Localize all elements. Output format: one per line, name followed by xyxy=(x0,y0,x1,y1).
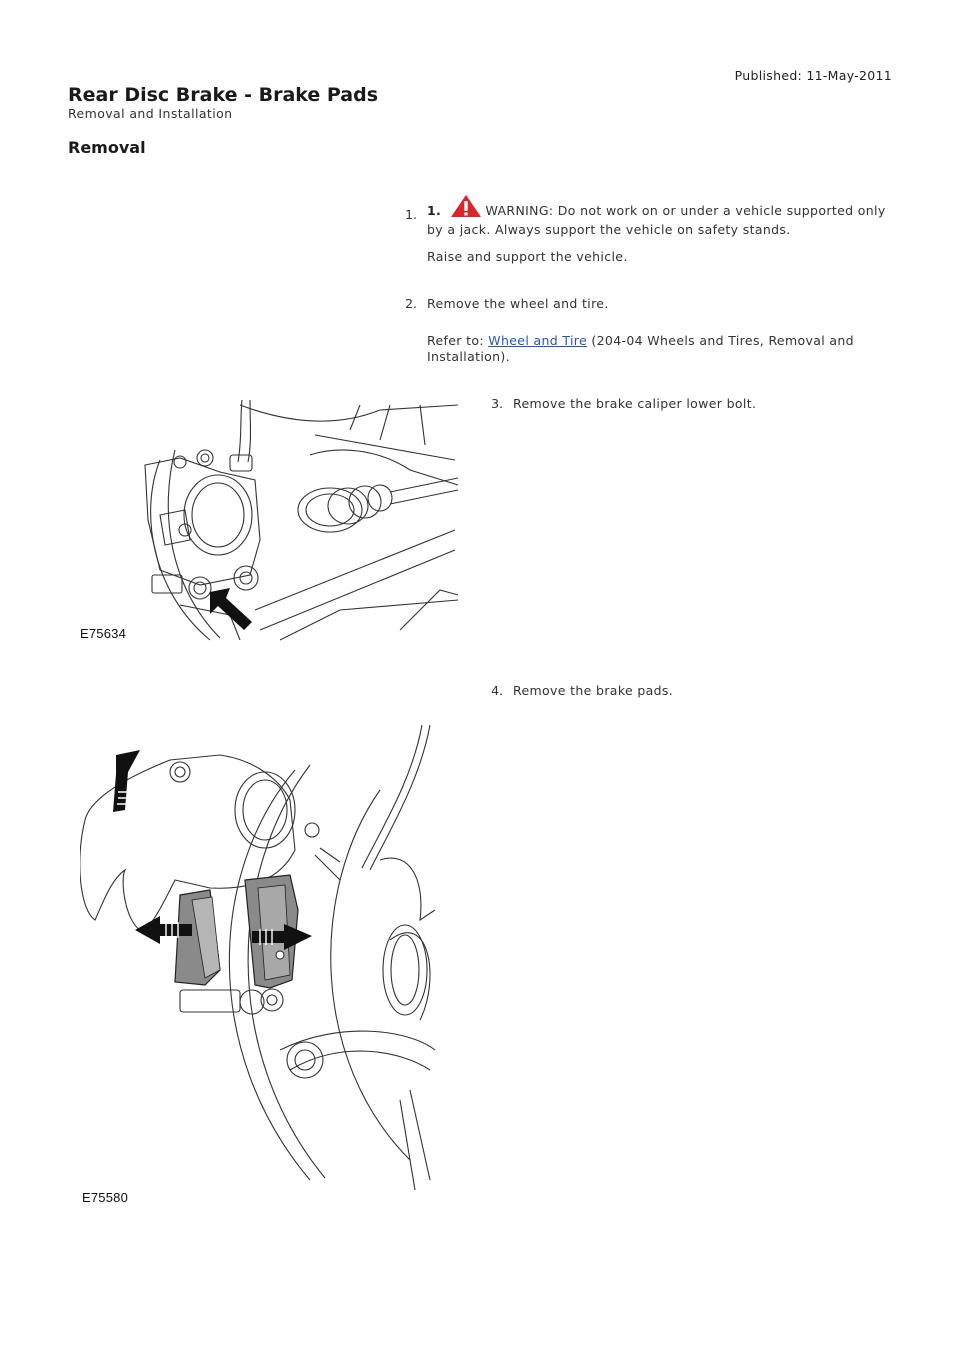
step-4-number: 4. xyxy=(491,683,503,698)
figure-brake-pads xyxy=(80,720,440,1190)
step-3-text: Remove the brake caliper lower bolt. xyxy=(513,396,757,411)
step-4-text: Remove the brake pads. xyxy=(513,683,674,698)
wheel-and-tire-link[interactable]: Wheel and Tire xyxy=(488,333,588,348)
step-2-text: Remove the wheel and tire. xyxy=(427,296,609,311)
warning-triangle-icon xyxy=(450,194,482,222)
section-heading: Removal xyxy=(68,138,146,157)
figure-1-label: E75634 xyxy=(80,626,127,641)
figure-2-label: E75580 xyxy=(82,1190,129,1205)
step-1-warning xyxy=(427,194,897,238)
step-2-number: 2. xyxy=(405,296,417,311)
step-3-number: 3. xyxy=(491,396,503,411)
refer-suffix: (204-04 Wheels and Tires, Removal and Installation). xyxy=(427,333,854,364)
step-1-number: 1. xyxy=(405,207,417,222)
refer-prefix: Refer to: xyxy=(427,333,484,348)
figure-caliper-bolt xyxy=(80,400,460,645)
published-date: Published: 11-May-2011 xyxy=(734,68,892,83)
page-title: Rear Disc Brake - Brake Pads xyxy=(68,84,379,106)
step-1-bold-number: 1. xyxy=(427,203,442,218)
step-1-text: Raise and support the vehicle. xyxy=(427,249,628,264)
step-1-warning-text: WARNING: Do not work on or under a vehicle supported only by a jack. Always support the vehicle on safety stands. xyxy=(427,203,886,237)
step-2-refer xyxy=(427,333,877,365)
page-subtitle: Removal and Installation xyxy=(68,106,233,121)
